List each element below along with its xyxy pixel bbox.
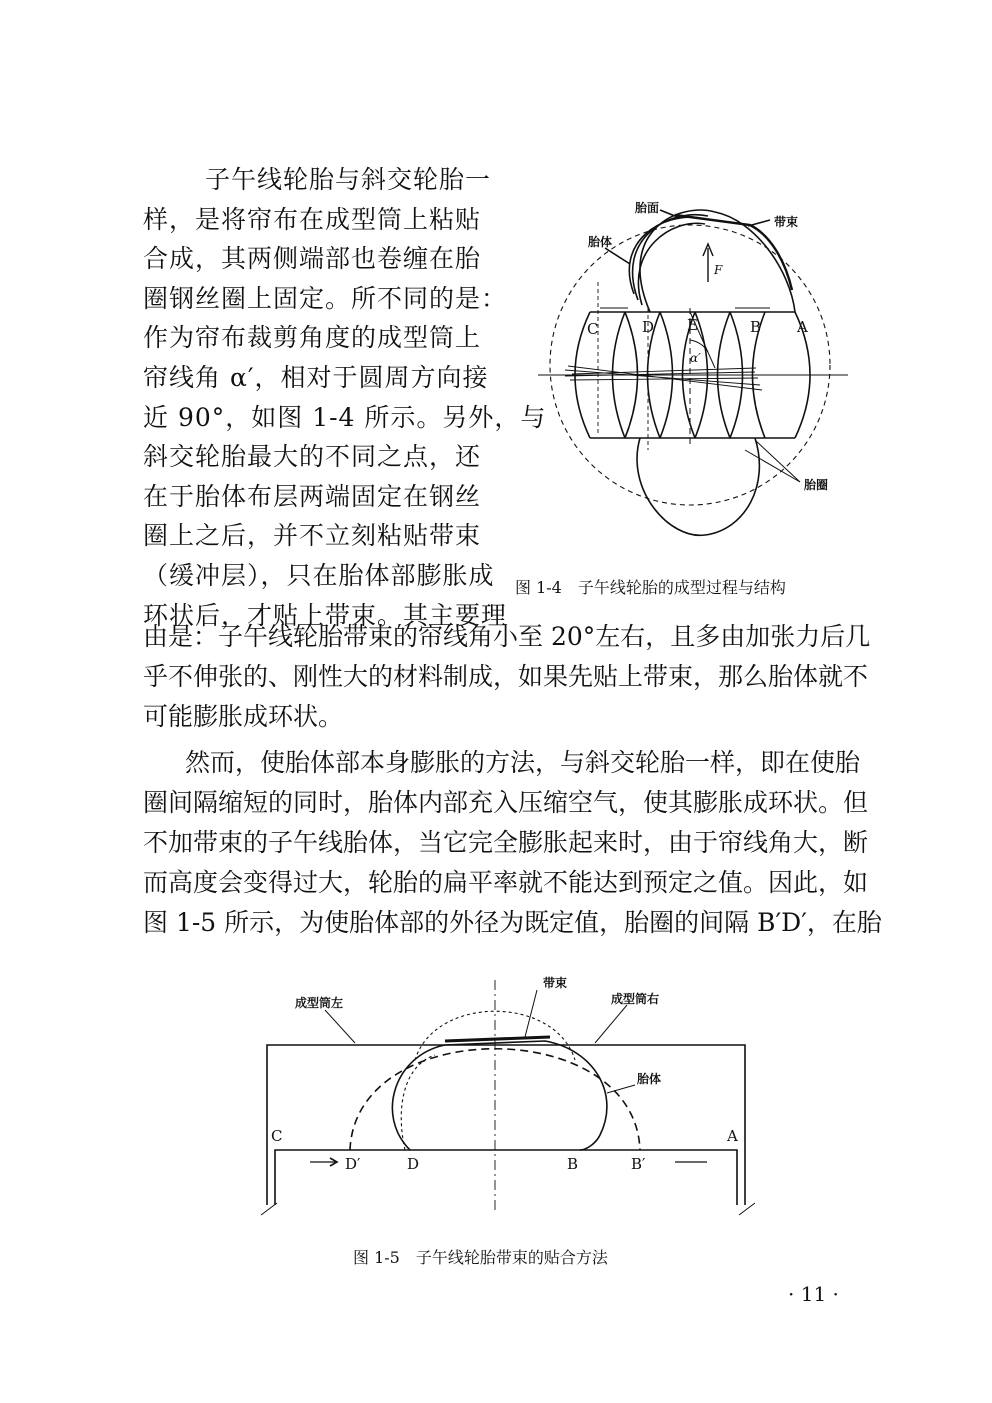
text-line: （缓冲层），只在胎体部膨胀成	[143, 560, 495, 590]
paragraph-1	[143, 160, 547, 635]
text-line: 合成，其两侧端部也卷缠在胎	[143, 244, 482, 274]
paragraphs-continued	[143, 617, 883, 943]
label-angle: α′	[690, 351, 701, 365]
point-c: C	[271, 1127, 283, 1145]
text-line: 样，是将帘布在成型筒上粘贴	[143, 204, 482, 234]
label-force: F	[714, 263, 723, 277]
text-line: 可能膨胀成环状。	[143, 702, 344, 731]
text-line: 近 90°，如图 1-4 所示。另外，与	[143, 402, 547, 432]
carcass-profile	[392, 1041, 607, 1150]
drum-outline	[267, 1045, 745, 1205]
point-a: A	[727, 1127, 738, 1145]
point-d-prime: D′	[345, 1155, 361, 1173]
text-line: 乎不伸张的、刚性大的材料制成，如果先贴上带束，那么胎体就不	[143, 662, 869, 691]
text-line: 作为帘布裁剪角度的成型筒上	[143, 323, 482, 353]
inflated-carcass-bottom	[637, 438, 759, 535]
text-line: 图 1-5 所示，为使胎体部的外径为既定值，胎圈的间隔 B′D′，在胎	[143, 908, 882, 937]
point-b: B	[567, 1155, 579, 1173]
text-line: 帘线角 α′，相对于圆周方向接	[143, 362, 489, 392]
label-tread: 胎面	[635, 201, 660, 215]
text-line: 然而，使胎体部本身膨胀的方法，与斜交轮胎一样，即在使胎	[185, 748, 861, 777]
point-c: C	[587, 320, 599, 338]
text-line: 斜交轮胎最大的不同之点，还	[143, 442, 482, 472]
text-line: 环状后，才贴上带束。其主要理	[143, 600, 508, 630]
label-carcass: 胎体	[637, 1072, 662, 1086]
belt-band	[445, 1037, 550, 1041]
point-a: A	[797, 318, 808, 336]
text-line: 圈间隔缩短的同时，胎体内部充入压缩空气，使其膨胀成环状。但	[143, 788, 869, 817]
label-bead: 胎圈	[804, 478, 829, 492]
figure-1-5-diagram	[255, 965, 755, 1225]
label-carcass: 胎体	[588, 235, 613, 249]
figure-1-4-diagram	[530, 190, 850, 555]
text-line: 在于胎体布层两端固定在钢丝	[143, 481, 482, 511]
point-d: D	[407, 1155, 420, 1173]
text-line: 由是：子午线轮胎带束的帘线角小至 20°左右，且多由加张力后几	[143, 622, 871, 651]
label-belt: 带束	[774, 215, 799, 229]
point-b-prime: B′	[631, 1155, 646, 1173]
text-line: 圈钢丝圈上固定。所不同的是：	[143, 283, 508, 313]
text-line: 而高度会变得过大，轮胎的扁平率就不能达到预定之值。因此，如	[143, 868, 869, 897]
label-drum-left: 成型筒左	[295, 996, 344, 1010]
text-line: 不加带束的子午线胎体，当它完全膨胀起来时，由于帘线角大，断	[143, 828, 869, 857]
figure-1-5-caption: 图 1-5 子午线轮胎带束的贴合方法	[353, 1248, 608, 1267]
outer-dashed-circle	[550, 225, 830, 505]
figure-1-4-caption: 图 1-4 子午线轮胎的成型过程与结构	[515, 578, 786, 597]
label-belt: 带束	[543, 976, 568, 990]
inflated-carcass-top	[640, 210, 795, 312]
text-line: 圈上之后，并不立刻粘贴带束	[143, 521, 482, 551]
label-drum-right: 成型筒右	[611, 992, 660, 1006]
point-d: D	[642, 318, 655, 336]
point-b: B	[750, 318, 762, 336]
text-line: 子午线轮胎与斜交轮胎一	[205, 165, 492, 194]
page-number: · 11 ·	[788, 1282, 839, 1306]
point-e: E	[687, 316, 698, 334]
